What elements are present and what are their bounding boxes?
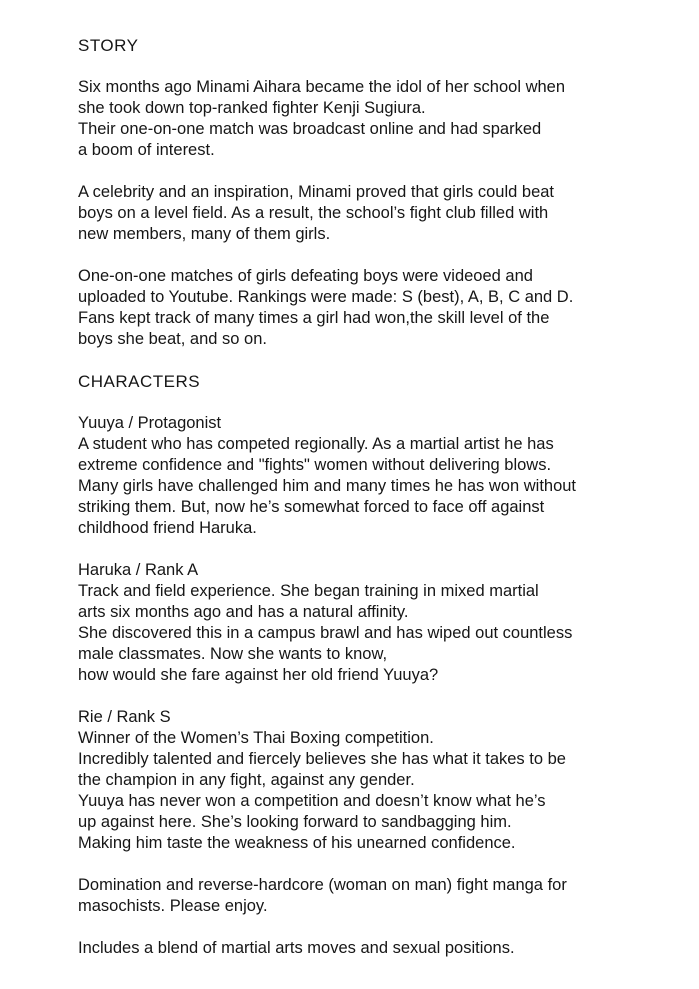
- characters-heading: CHARACTERS: [78, 372, 201, 391]
- genre-note-paragraph: [78, 875, 659, 917]
- story-heading: STORY: [78, 36, 139, 55]
- text-line: A student who has competed regionally. As a martial artist he has: [78, 435, 554, 453]
- text-line: the champion in any fight, against any gender.: [78, 771, 415, 789]
- text-line: arts six months ago and has a natural affinity.: [78, 603, 409, 621]
- character-name-line: Yuuya / Protagonist: [78, 414, 222, 432]
- closing-note-paragraph: [78, 938, 659, 959]
- text-line: A celebrity and an inspiration, Minami proved that girls could beat: [78, 183, 555, 201]
- story-paragraph-rankings: [78, 266, 659, 350]
- text-line: a boom of interest.: [78, 141, 215, 159]
- text-line: masochists. Please enjoy.: [78, 897, 268, 915]
- text-line: Includes a blend of martial arts moves and sexual positions.: [78, 939, 515, 957]
- text-line: uploaded to Youtube. Rankings were made: S (best), A, B, C and D.: [78, 288, 574, 306]
- text-line: Track and field experience. She began training in mixed martial: [78, 582, 539, 600]
- text-line: Yuuya has never won a competition and doesn’t know what he’s: [78, 792, 546, 810]
- text-line: striking them. But, now he’s somewhat forced to face off against: [78, 498, 545, 516]
- text-line: One-on-one matches of girls defeating boys were videoed and: [78, 267, 533, 285]
- text-line: She discovered this in a campus brawl and has wiped out countless: [78, 624, 573, 642]
- story-paragraph-celebrity: [78, 182, 659, 245]
- text-line: boys she beat, and so on.: [78, 330, 267, 348]
- text-line: Six months ago Minami Aihara became the idol of her school when: [78, 78, 566, 96]
- text-line: Many girls have challenged him and many times he has won without: [78, 477, 577, 495]
- text-line: she took down top-ranked fighter Kenji Sugiura.: [78, 99, 426, 117]
- character-haruka: [78, 560, 659, 686]
- text-line: up against here. She’s looking forward to sandbagging him.: [78, 813, 512, 831]
- character-yuuya: [78, 413, 659, 539]
- character-name-line: Rie / Rank S: [78, 708, 171, 726]
- text-line: Winner of the Women’s Thai Boxing competition.: [78, 729, 434, 747]
- text-line: boys on a level field. As a result, the school’s fight club filled with: [78, 204, 549, 222]
- text-line: how would she fare against her old friend Yuuya?: [78, 666, 439, 684]
- text-line: childhood friend Haruka.: [78, 519, 257, 537]
- text-line: Incredibly talented and fiercely believes she has what it takes to be: [78, 750, 566, 768]
- text-line: Fans kept track of many times a girl had won,the skill level of the: [78, 309, 550, 327]
- text-line: Their one-on-one match was broadcast online and had sparked: [78, 120, 542, 138]
- text-line: extreme confidence and "fights" women without delivering blows.: [78, 456, 552, 474]
- character-name-line: Haruka / Rank A: [78, 561, 199, 579]
- text-line: male classmates. Now she wants to know,: [78, 645, 388, 663]
- character-rie: [78, 707, 659, 854]
- text-line: new members, many of them girls.: [78, 225, 331, 243]
- story-paragraph-intro: [78, 77, 659, 161]
- text-line: Making him taste the weakness of his unearned confidence.: [78, 834, 516, 852]
- text-line: Domination and reverse-hardcore (woman on man) fight manga for: [78, 876, 567, 894]
